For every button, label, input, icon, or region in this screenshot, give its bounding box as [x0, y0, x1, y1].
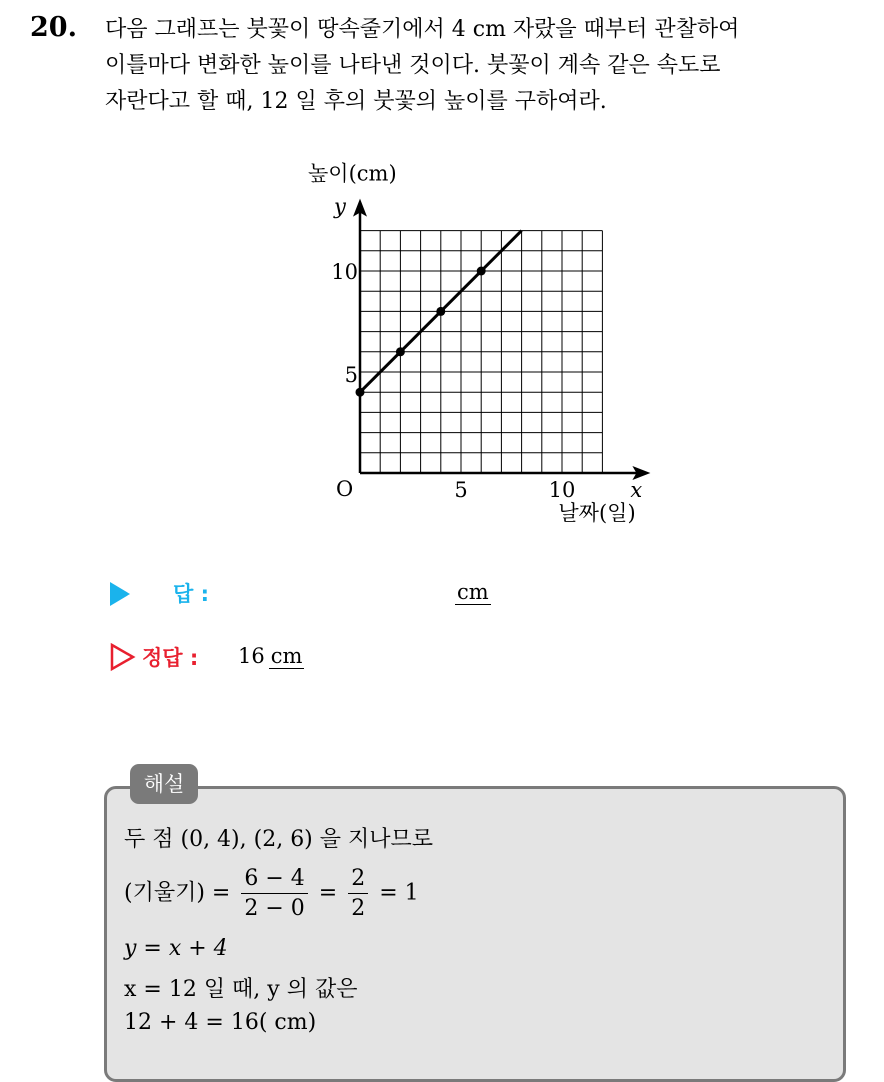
x-axis-variable: x — [630, 478, 643, 502]
origin-label: O — [336, 477, 354, 501]
answer-blank — [455, 580, 491, 604]
solution-line: x = 12 일 때, y 의 값은 — [124, 977, 358, 1002]
y-axis-title: 높이(cm) — [308, 161, 397, 186]
y-tick-label: 5 — [344, 363, 358, 387]
solution-line: 두 점 (0, 4), (2, 6) 을 지나므로 — [124, 827, 434, 852]
slope-lhs: (기울기) = — [124, 880, 231, 906]
solution-equation: y = x + 4 — [124, 936, 228, 961]
answer-row — [110, 578, 610, 614]
solution-slope-line — [124, 866, 419, 921]
answer-label: 답 : — [173, 582, 209, 606]
equals-sign: = — [318, 880, 338, 906]
fraction-numerator: 2 — [351, 866, 366, 891]
simplified-fraction — [348, 866, 368, 921]
data-point — [396, 347, 405, 356]
correct-marker-icon — [110, 642, 136, 672]
fraction-numerator: 6 − 4 — [244, 866, 305, 891]
correct-number: 16 — [238, 644, 265, 668]
correct-value — [238, 644, 304, 668]
fraction-denominator: 2 — [348, 893, 368, 921]
answer-unit: cm — [457, 580, 489, 604]
y-axis-variable: y — [334, 194, 346, 219]
data-point — [477, 267, 486, 276]
data-point — [436, 307, 445, 316]
correct-answer-row — [110, 642, 610, 678]
question-line: 자란다고 할 때, 12 일 후의 붓꽃의 높이를 구하여라. — [105, 89, 607, 114]
solution-tag: 해설 — [130, 764, 198, 804]
question-line: 이틀마다 변화한 높이를 나타낸 것이다. 붓꽃이 계속 같은 속도로 — [105, 53, 721, 78]
correct-label: 정답 : — [142, 646, 199, 670]
slope-result: = 1 — [379, 880, 419, 906]
question-text — [105, 12, 865, 120]
y-tick-label: 10 — [331, 260, 358, 284]
x-tick-label: 10 — [548, 478, 576, 502]
solution-line: 12 + 4 = 16( cm) — [124, 1010, 317, 1035]
data-point — [356, 388, 365, 397]
slope-fraction — [241, 866, 307, 921]
question-line: 다음 그래프는 붓꽃이 땅속줄기에서 4 cm 자랐을 때부터 관찰하여 — [105, 17, 740, 42]
correct-unit: cm — [270, 644, 303, 668]
line-graph — [300, 160, 680, 540]
answer-marker-icon — [110, 582, 130, 606]
fraction-denominator: 2 − 0 — [241, 893, 307, 921]
x-tick-label: 5 — [454, 478, 468, 502]
x-axis-title: 날짜(일) — [558, 501, 636, 525]
question-number: 20. — [30, 12, 77, 43]
